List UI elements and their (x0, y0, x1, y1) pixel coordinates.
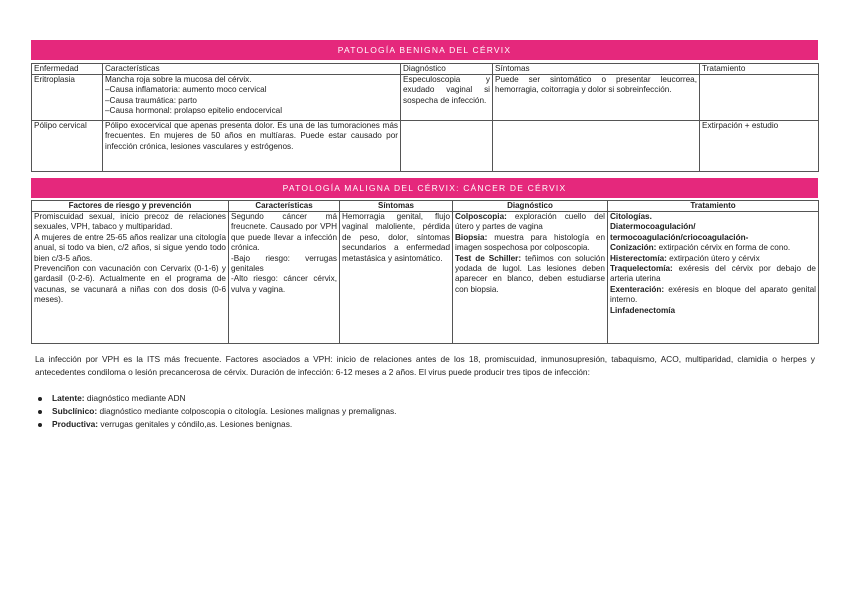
benign-table (31, 63, 819, 172)
feature-line: –Causa hormonal: prolapso epitelio endocervical (105, 106, 283, 116)
feature-line: -Alto riesgo: cáncer cérvix, vulva y vagina. (231, 274, 337, 294)
symptoms-cell (493, 121, 700, 172)
infection-text: verrugas genitales y cóndilo,as. Lesiones benignas. (98, 419, 293, 429)
benign-header-treatment: Tratamiento (700, 64, 819, 75)
malignant-header-treatment: Tratamiento (608, 201, 819, 212)
features-cell (229, 212, 340, 344)
benign-header-symptoms: Síntomas (493, 64, 700, 75)
treatment-text: extirpación cérvix en forma de cono. (656, 243, 791, 253)
treatment-item (610, 285, 816, 306)
treatment-cell (700, 75, 819, 121)
feature-line: Segundo cáncer má freucnete. Causado por VPH que puede llevar a infección crónica. (231, 212, 337, 253)
table-row (32, 75, 819, 121)
diagnosis-item (455, 212, 605, 233)
treatment-text: exéresis del cérvix por debajo de arteria uterina (610, 264, 816, 284)
symptoms-cell: Puede ser sintomático o presentar leucorrea, hemorragia, coitorragia y dolor si sobreinfección. (493, 75, 700, 121)
malignant-table (31, 200, 819, 344)
treatment-term: Conización: (610, 243, 657, 253)
treatment-item (610, 306, 816, 316)
diagnosis-text: teñimos con solución yodada de lugol. Las lesiones deben aparecer en blanco, deben estudiarse con biopsia. (455, 253, 606, 294)
infection-term: Latente: (52, 393, 85, 403)
bullet-icon (38, 423, 42, 427)
features-cell: Pólipo exocervical que apenas presenta dolor. Es una de las tumoraciones más frecuentes. En mujeres de 50 años en multíaras. Puede estar causado por infección crónica, lesiones vasculares y estrógenos. (103, 121, 401, 172)
disease-cell: Eritroplasia (32, 75, 103, 121)
benign-title-band (31, 40, 818, 60)
risk-line: Promiscuidad sexual, inicio precoz de relaciones sexuales, VPH, tabaco y multiparidad. (34, 212, 226, 232)
treatment-cell (608, 212, 819, 344)
treatment-cell: Extirpación + estudio (700, 121, 819, 172)
feature-line: -Bajo riesgo: verrugas genitales (231, 253, 337, 274)
diagnosis-cell: Especuloscopia y exudado vaginal si sospecha de infección. (401, 75, 493, 121)
disease-cell: Pólipo cervical (32, 121, 103, 172)
risk-line: A mujeres de entre 25-65 años realizar una citología anual, si todo va bien, c/2 años, si sigue yendo todo bien c/3-5 años. (34, 232, 226, 263)
feature-line: Mancha roja sobre la mucosa del cérvix. (105, 75, 252, 84)
malignant-header-diagnosis: Diagnóstico (453, 201, 608, 212)
table-row (32, 121, 819, 172)
malignant-header-symptoms: Síntomas (340, 201, 453, 212)
diagnosis-term: Biopsia: (455, 232, 488, 242)
treatment-item (610, 222, 816, 243)
treatment-item (610, 264, 816, 285)
table-row (32, 212, 819, 344)
benign-header-disease: Enfermedad (32, 64, 103, 75)
treatment-item (610, 254, 816, 264)
benign-header-features: Características (103, 64, 401, 75)
treatment-term: Histerectomía: (610, 253, 667, 263)
treatment-item (610, 212, 816, 222)
risk-line: Prevenciñon con vacunación con Cervarix (0-1-6) y gardasil (0-2-6). Actualmente en el programa de vacunas, se vacunará a niñas con dos dosis (0-6 meses). (34, 264, 226, 305)
diagnosis-term: Test de Schiller: (455, 253, 522, 263)
treatment-term: Citologías. (610, 212, 652, 221)
treatment-item (610, 243, 816, 253)
list-item (52, 405, 397, 418)
treatment-term: Linfadenectomía (610, 305, 676, 315)
treatment-text: extirpación útero y cérvix (666, 253, 760, 263)
features-cell (103, 75, 401, 121)
benign-title: PATOLOGÍA BENIGNA DEL CÉRVIX (337, 45, 512, 55)
infection-term: Subclínico: (52, 406, 98, 416)
treatment-term: Traquelectomía: (610, 264, 673, 274)
malignant-title: PATOLOGÍA MALIGNA DEL CÉRVIX: CÁNCER DE CÉRVIX (282, 183, 567, 193)
vph-paragraph: La infección por VPH es la ITS más frecuente. Factores asociados a VPH: inicio de relaciones antes de los 18, promiscuidad, inmunosupresión, tabaquismo, ACO, multiparidad, clamidia o herpes y antecedentes condiloma o lesión precancerosa de cérvix. Duración de infección: 6-12 meses a 2 años. El virus puede producir tres tipos de infección: (35, 354, 815, 377)
diagnosis-text: exploración cuello del útero y partes de vagina (455, 212, 605, 232)
list-item (52, 418, 292, 431)
diagnosis-cell (453, 212, 608, 344)
benign-header-row (32, 64, 819, 75)
treatment-term: Exenteración: (610, 284, 665, 294)
infection-text: diagnóstico mediante colposcopia o citología. Lesiones malignas y premalignas. (97, 406, 397, 416)
list-item (52, 392, 186, 405)
diagnosis-item (455, 233, 605, 254)
feature-line: –Causa inflamatoria: aumento moco cervical (105, 85, 267, 95)
benign-header-diagnosis: Diagnóstico (401, 64, 493, 75)
infection-term: Productiva: (52, 419, 99, 429)
diagnosis-term: Colposcopia: (455, 212, 507, 221)
bullet-icon (38, 397, 42, 401)
malignant-header-features: Características (229, 201, 340, 212)
feature-line: –Causa traumática: parto (105, 95, 197, 105)
treatment-text: exéresis en bloque del aparato genital interno. (610, 284, 816, 305)
diagnosis-cell (401, 121, 493, 172)
infection-text: diagnóstico mediante ADN (84, 393, 186, 403)
malignant-header-risk: Factores de riesgo y prevención (32, 201, 229, 212)
symptoms-cell: Hemorragia genital, flujo vaginal maloliente, pérdida de peso, dolor, síntomas secundarios a enfermedad metastásica y asintomático. (340, 212, 453, 344)
treatment-term: Diatermocoagulación/ termocoagulación/criocoagulación- (610, 222, 749, 242)
diagnosis-text: muestra para histología en imagen sospechosa por colposcopia. (455, 232, 605, 253)
malignant-title-band (31, 178, 818, 198)
malignant-header-row (32, 201, 819, 212)
bullet-icon (38, 410, 42, 414)
diagnosis-item (455, 254, 605, 296)
risk-cell (32, 212, 229, 344)
